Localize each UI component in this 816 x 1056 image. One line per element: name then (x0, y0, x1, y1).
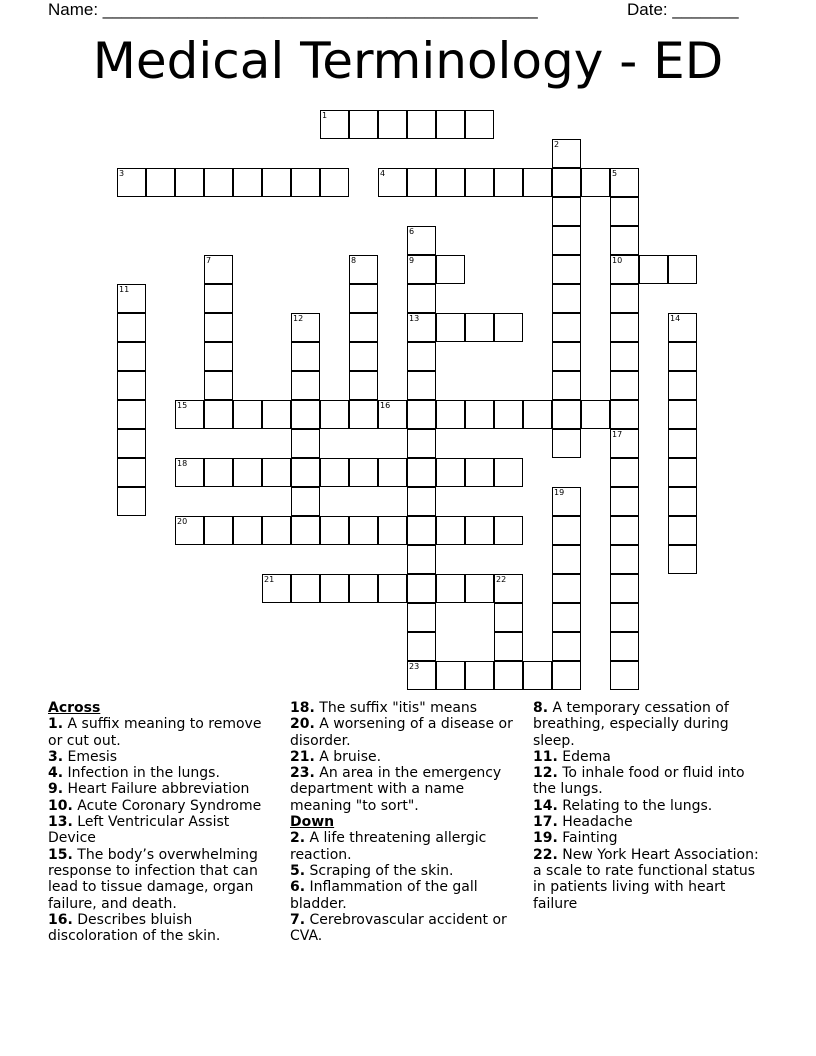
clue-text: Infection in the lungs. (63, 765, 220, 782)
grid-cell[interactable] (494, 458, 523, 487)
grid-cell[interactable] (407, 110, 436, 139)
clue-text: The body’s overwhelming response to infection that can lead to tissue damage, organ failure, and death. (48, 846, 258, 912)
clue-text: A temporary cessation of breathing, especially during sleep. (533, 700, 729, 749)
grid-cell[interactable] (668, 400, 697, 429)
grid-cell[interactable] (117, 342, 146, 371)
grid-cell[interactable] (204, 284, 233, 313)
grid-cell[interactable] (349, 574, 378, 603)
grid-cell[interactable] (291, 371, 320, 400)
clue-across (48, 814, 276, 847)
grid-cell[interactable] (175, 400, 204, 429)
cell-number: 20 (177, 517, 188, 526)
grid-cell[interactable] (262, 574, 291, 603)
grid-cell[interactable] (465, 516, 494, 545)
grid-cell[interactable] (436, 574, 465, 603)
grid-cell[interactable] (407, 313, 436, 342)
clue-text: Relating to the lungs. (557, 797, 713, 814)
grid-cell[interactable] (552, 603, 581, 632)
name-field[interactable]: Name: ______________________________________________ (48, 0, 538, 19)
clue-number: 3. (48, 748, 64, 765)
grid-cell[interactable] (552, 197, 581, 226)
grid-cell[interactable] (552, 284, 581, 313)
grid-cell[interactable] (378, 168, 407, 197)
grid-cell[interactable] (668, 429, 697, 458)
clue-text: To inhale food or fluid into the lungs. (533, 765, 745, 798)
clue-down (533, 700, 768, 749)
grid-cell[interactable] (581, 400, 610, 429)
clue-number: 10. (48, 797, 73, 814)
grid-cell[interactable] (668, 458, 697, 487)
clue-text: Acute Coronary Syndrome (72, 797, 262, 814)
grid-cell[interactable] (610, 661, 639, 690)
cell-number: 10 (612, 256, 623, 265)
grid-cell[interactable] (436, 458, 465, 487)
grid-cell[interactable] (552, 487, 581, 516)
clue-number: 8. (533, 700, 549, 716)
grid-cell[interactable] (610, 603, 639, 632)
clue-text: A worsening of a disease or disorder. (290, 716, 513, 749)
clue-number: 19. (533, 830, 558, 847)
grid-cell[interactable] (465, 661, 494, 690)
grid-cell[interactable] (233, 400, 262, 429)
grid-cell[interactable] (494, 168, 523, 197)
grid-cell[interactable] (407, 516, 436, 545)
grid-cell[interactable] (407, 429, 436, 458)
grid-cell[interactable] (668, 313, 697, 342)
grid-cell[interactable] (204, 168, 233, 197)
cell-number: 11 (119, 285, 130, 294)
grid-cell[interactable] (407, 226, 436, 255)
grid-cell[interactable] (117, 458, 146, 487)
grid-cell[interactable] (320, 110, 349, 139)
cell-number: 8 (351, 256, 357, 265)
grid-cell[interactable] (610, 168, 639, 197)
grid-cell[interactable] (204, 313, 233, 342)
grid-cell[interactable] (291, 429, 320, 458)
clue-across (48, 781, 276, 797)
grid-cell[interactable] (436, 110, 465, 139)
grid-cell[interactable] (407, 632, 436, 661)
cell-number: 12 (293, 314, 304, 323)
grid-cell[interactable] (175, 516, 204, 545)
grid-cell[interactable] (204, 255, 233, 284)
grid-cell[interactable] (494, 400, 523, 429)
grid-cell[interactable] (639, 255, 668, 284)
grid-cell[interactable] (233, 458, 262, 487)
grid-cell[interactable] (262, 168, 291, 197)
grid-cell[interactable] (204, 400, 233, 429)
grid-cell[interactable] (610, 400, 639, 429)
grid-cell[interactable] (233, 168, 262, 197)
grid-cell[interactable] (204, 371, 233, 400)
clue-column-2 (290, 700, 522, 944)
clue-across (290, 700, 522, 716)
grid-cell[interactable] (378, 516, 407, 545)
grid-cell[interactable] (552, 226, 581, 255)
grid-cell[interactable] (436, 661, 465, 690)
grid-cell[interactable] (668, 371, 697, 400)
grid-cell[interactable] (320, 574, 349, 603)
grid-cell[interactable] (407, 603, 436, 632)
grid-cell[interactable] (117, 284, 146, 313)
grid-cell[interactable] (262, 458, 291, 487)
grid-cell[interactable] (436, 255, 465, 284)
clue-across (48, 716, 276, 749)
cell-number: 22 (496, 575, 507, 584)
grid-cell[interactable] (668, 487, 697, 516)
grid-cell[interactable] (117, 371, 146, 400)
grid-cell[interactable] (117, 168, 146, 197)
grid-cell[interactable] (262, 516, 291, 545)
grid-cell[interactable] (610, 545, 639, 574)
grid-cell[interactable] (610, 313, 639, 342)
grid-cell[interactable] (610, 487, 639, 516)
grid-cell[interactable] (204, 458, 233, 487)
cell-number: 16 (380, 401, 391, 410)
clue-down (533, 814, 768, 830)
cell-number: 3 (119, 169, 125, 178)
grid-cell[interactable] (378, 110, 407, 139)
cell-number: 6 (409, 227, 415, 236)
cell-number: 9 (409, 256, 415, 265)
grid-cell[interactable] (349, 516, 378, 545)
cell-number: 23 (409, 662, 420, 671)
grid-cell[interactable] (407, 487, 436, 516)
grid-cell[interactable] (552, 313, 581, 342)
grid-cell[interactable] (407, 284, 436, 313)
clue-number: 17. (533, 814, 558, 831)
grid-cell[interactable] (320, 400, 349, 429)
grid-cell[interactable] (494, 661, 523, 690)
grid-cell[interactable] (349, 342, 378, 371)
grid-cell[interactable] (407, 400, 436, 429)
grid-cell[interactable] (610, 429, 639, 458)
grid-cell[interactable] (291, 342, 320, 371)
grid-cell[interactable] (117, 487, 146, 516)
grid-cell[interactable] (610, 516, 639, 545)
grid-cell[interactable] (378, 400, 407, 429)
clue-number: 6. (290, 879, 306, 896)
grid-cell[interactable] (320, 516, 349, 545)
grid-cell[interactable] (610, 342, 639, 371)
grid-cell[interactable] (668, 342, 697, 371)
grid-cell[interactable] (407, 661, 436, 690)
clue-down (533, 830, 768, 846)
clue-text: Scraping of the skin. (305, 862, 454, 879)
clue-text: Heart Failure abbreviation (63, 781, 250, 798)
clue-text: A suffix meaning to remove or cut out. (48, 716, 262, 749)
clue-number: 2. (290, 830, 306, 847)
grid-cell[interactable] (610, 255, 639, 284)
grid-cell[interactable] (465, 400, 494, 429)
grid-cell[interactable] (581, 168, 610, 197)
clue-down (533, 765, 768, 798)
grid-cell[interactable] (610, 574, 639, 603)
clue-across (48, 847, 276, 912)
cell-number: 2 (554, 140, 560, 149)
grid-cell[interactable] (610, 458, 639, 487)
grid-cell[interactable] (552, 371, 581, 400)
clue-down (290, 863, 522, 879)
grid-cell[interactable] (465, 168, 494, 197)
cell-number: 18 (177, 459, 188, 468)
grid-cell[interactable] (552, 400, 581, 429)
across-heading: Across (48, 700, 101, 716)
cell-number: 21 (264, 575, 275, 584)
grid-cell[interactable] (146, 168, 175, 197)
grid-cell[interactable] (610, 632, 639, 661)
grid-cell[interactable] (552, 342, 581, 371)
grid-cell[interactable] (552, 632, 581, 661)
clue-down (290, 879, 522, 912)
clue-down (290, 830, 522, 863)
clue-text: Left Ventricular Assist Device (48, 814, 230, 847)
clue-text: The suffix "itis" means (314, 700, 478, 716)
clue-text: Headache (557, 814, 633, 831)
grid-cell[interactable] (204, 516, 233, 545)
grid-cell[interactable] (349, 400, 378, 429)
clue-across (290, 749, 522, 765)
grid-cell[interactable] (117, 313, 146, 342)
grid-cell[interactable] (291, 516, 320, 545)
grid-cell[interactable] (610, 371, 639, 400)
grid-cell[interactable] (494, 603, 523, 632)
clue-down (533, 847, 768, 912)
grid-cell[interactable] (494, 632, 523, 661)
cell-number: 14 (670, 314, 681, 323)
grid-cell[interactable] (349, 313, 378, 342)
clue-across (290, 765, 522, 814)
grid-cell[interactable] (204, 342, 233, 371)
grid-cell[interactable] (552, 516, 581, 545)
grid-cell[interactable] (117, 429, 146, 458)
grid-cell[interactable] (117, 400, 146, 429)
clue-across (48, 912, 276, 945)
grid-cell[interactable] (552, 139, 581, 168)
clue-number: 18. (290, 700, 315, 716)
clue-number: 14. (533, 797, 558, 814)
grid-cell[interactable] (378, 574, 407, 603)
clue-number: 11. (533, 748, 558, 765)
grid-cell[interactable] (668, 516, 697, 545)
grid-cell[interactable] (523, 661, 552, 690)
grid-cell[interactable] (262, 400, 291, 429)
grid-cell[interactable] (610, 284, 639, 313)
grid-cell[interactable] (668, 255, 697, 284)
clue-across (290, 716, 522, 749)
grid-cell[interactable] (407, 371, 436, 400)
clue-number: 12. (533, 765, 558, 782)
grid-cell[interactable] (378, 458, 407, 487)
grid-cell[interactable] (610, 226, 639, 255)
page-title: Medical Terminology - ED (92, 32, 724, 90)
grid-cell[interactable] (668, 545, 697, 574)
grid-cell[interactable] (552, 168, 581, 197)
clue-number: 5. (290, 862, 306, 879)
grid-cell[interactable] (494, 574, 523, 603)
grid-cell[interactable] (465, 110, 494, 139)
grid-cell[interactable] (552, 545, 581, 574)
cell-number: 17 (612, 430, 623, 439)
cell-number: 19 (554, 488, 565, 497)
grid-cell[interactable] (291, 487, 320, 516)
grid-cell[interactable] (407, 574, 436, 603)
clue-text: An area in the emergency department with a name meaning "to sort". (290, 765, 502, 814)
grid-cell[interactable] (349, 458, 378, 487)
clue-down (290, 912, 522, 945)
clue-across (48, 798, 276, 814)
clue-number: 21. (290, 748, 315, 765)
clue-number: 7. (290, 911, 306, 928)
grid-cell[interactable] (407, 342, 436, 371)
grid-cell[interactable] (407, 545, 436, 574)
cell-number: 1 (322, 111, 328, 120)
grid-cell[interactable] (523, 168, 552, 197)
cell-number: 13 (409, 314, 420, 323)
clue-column-1 (48, 700, 276, 944)
grid-cell[interactable] (407, 458, 436, 487)
clue-text: A life threatening allergic reaction. (290, 830, 487, 863)
grid-cell[interactable] (349, 371, 378, 400)
clue-down (533, 749, 768, 765)
clue-number: 22. (533, 846, 558, 863)
clue-number: 13. (48, 814, 73, 831)
clue-text: Inflammation of the gall bladder. (290, 879, 478, 912)
grid-cell[interactable] (465, 458, 494, 487)
grid-cell[interactable] (291, 574, 320, 603)
grid-cell[interactable] (349, 110, 378, 139)
date-field[interactable]: Date: _______ (627, 0, 739, 19)
grid-cell[interactable] (233, 516, 262, 545)
grid-cell[interactable] (349, 255, 378, 284)
grid-cell[interactable] (291, 168, 320, 197)
clue-text: Emesis (63, 748, 118, 765)
clue-down (533, 798, 768, 814)
clue-text: Describes bluish discoloration of the skin. (48, 911, 221, 945)
grid-cell[interactable] (175, 458, 204, 487)
grid-cell[interactable] (320, 458, 349, 487)
grid-cell[interactable] (320, 168, 349, 197)
grid-cell[interactable] (436, 313, 465, 342)
clue-text: Edema (557, 748, 611, 765)
cell-number: 15 (177, 401, 188, 410)
clue-across (48, 765, 276, 781)
cell-number: 4 (380, 169, 386, 178)
grid-cell[interactable] (175, 168, 204, 197)
clue-number: 16. (48, 911, 73, 928)
grid-cell[interactable] (436, 400, 465, 429)
grid-cell[interactable] (494, 516, 523, 545)
grid-cell[interactable] (552, 255, 581, 284)
grid-cell[interactable] (465, 313, 494, 342)
grid-cell[interactable] (552, 429, 581, 458)
clue-text: A bruise. (314, 748, 382, 765)
grid-cell[interactable] (465, 574, 494, 603)
grid-cell[interactable] (291, 313, 320, 342)
clue-number: 20. (290, 716, 315, 733)
grid-cell[interactable] (494, 313, 523, 342)
cell-number: 7 (206, 256, 212, 265)
clue-number: 9. (48, 781, 64, 798)
grid-cell[interactable] (552, 574, 581, 603)
grid-cell[interactable] (436, 516, 465, 545)
clue-text: Cerebrovascular accident or CVA. (290, 911, 507, 945)
grid-cell[interactable] (291, 400, 320, 429)
grid-cell[interactable] (407, 255, 436, 284)
grid-cell[interactable] (291, 458, 320, 487)
clue-text: Fainting (557, 830, 618, 847)
grid-cell[interactable] (610, 197, 639, 226)
grid-cell[interactable] (436, 168, 465, 197)
clue-number: 4. (48, 765, 64, 782)
grid-cell[interactable] (552, 661, 581, 690)
grid-cell[interactable] (523, 400, 552, 429)
clue-number: 23. (290, 765, 315, 782)
clue-text: New York Heart Association: a scale to rate functional status in patients living with heart failure (533, 846, 759, 912)
grid-cell[interactable] (407, 168, 436, 197)
grid-cell[interactable] (349, 284, 378, 313)
cell-number: 5 (612, 169, 618, 178)
clue-across (48, 749, 276, 765)
clue-column-3 (533, 700, 768, 912)
clue-number: 15. (48, 846, 73, 863)
down-heading: Down (290, 814, 335, 831)
clue-number: 1. (48, 716, 64, 733)
